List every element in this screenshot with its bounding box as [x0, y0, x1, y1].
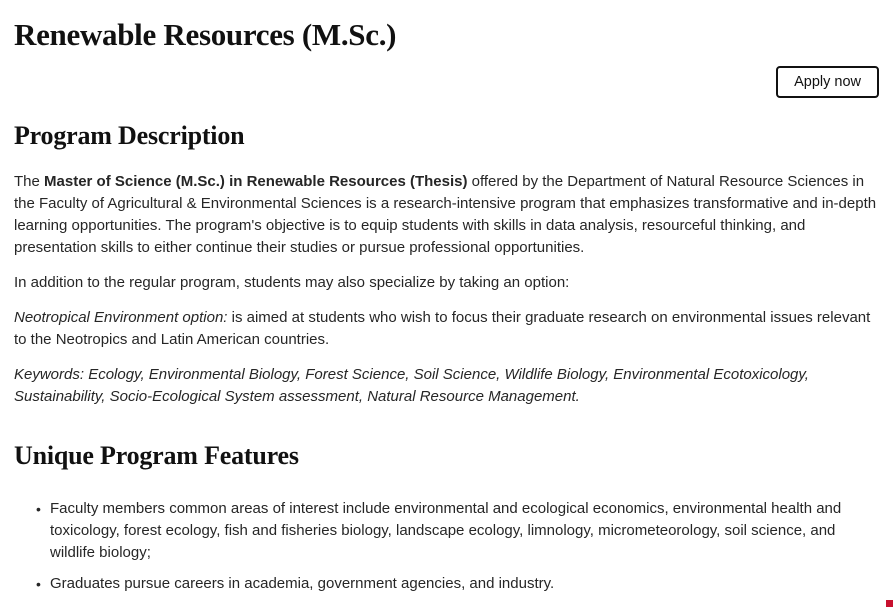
apply-now-button[interactable]: Apply now	[776, 66, 879, 98]
para1-prefix: The	[14, 173, 45, 190]
section-heading-unique-program-features: Unique Program Features	[14, 441, 299, 470]
list-item-graduate-careers: • Graduates pursue careers in academia, government agencies, and industry.	[38, 573, 879, 595]
program-page	[0, 16, 893, 595]
para1-suffix: offered by the Department of Natural Resource Sciences in the Faculty of Agricultural & Environmental Sciences is a research-intensive program that emphasizes transformative and in-depth learning opportunities. The program's objective is to equip students with skills in data analysis, resourceful thinking, and presentation skills to either continue their studies or pursue professional opportunities.	[14, 173, 877, 256]
neotropical-option-label: Neotropical Environment option:	[14, 309, 228, 326]
program-description-paragraph	[14, 171, 879, 259]
unique-features-list	[14, 498, 879, 595]
partial-red-element	[886, 600, 893, 607]
keywords-paragraph: Keywords: Ecology, Environmental Biology, Forest Science, Soil Science, Wildlife Biology, Environmental Ecotoxicology, Sustainability, Socio-Ecological System assessment, Natural Resource Management.	[14, 366, 809, 405]
section-heading-program-description: Program Description	[14, 121, 245, 150]
neotropical-option-paragraph	[14, 307, 879, 351]
apply-button-row	[14, 66, 879, 98]
page-title: Renewable Resources (M.Sc.)	[14, 17, 397, 52]
list-item-faculty-interests: • Faculty members common areas of interest include environmental and ecological economics, environmental health and toxicology, forest ecology, fish and fisheries biology, landscape ecology, limnology, micrometeorology, soil science, and wildlife biology;	[38, 498, 879, 564]
para1-bold-program-name: Master of Science (M.Sc.) in Renewable Resources (Thesis)	[44, 173, 468, 190]
neotropical-option-text: is aimed at students who wish to focus their graduate research on environmental issues relevant to the Neotropics and Latin American countries.	[14, 309, 871, 348]
option-intro-paragraph: In addition to the regular program, students may also specialize by taking an option:	[14, 274, 570, 291]
